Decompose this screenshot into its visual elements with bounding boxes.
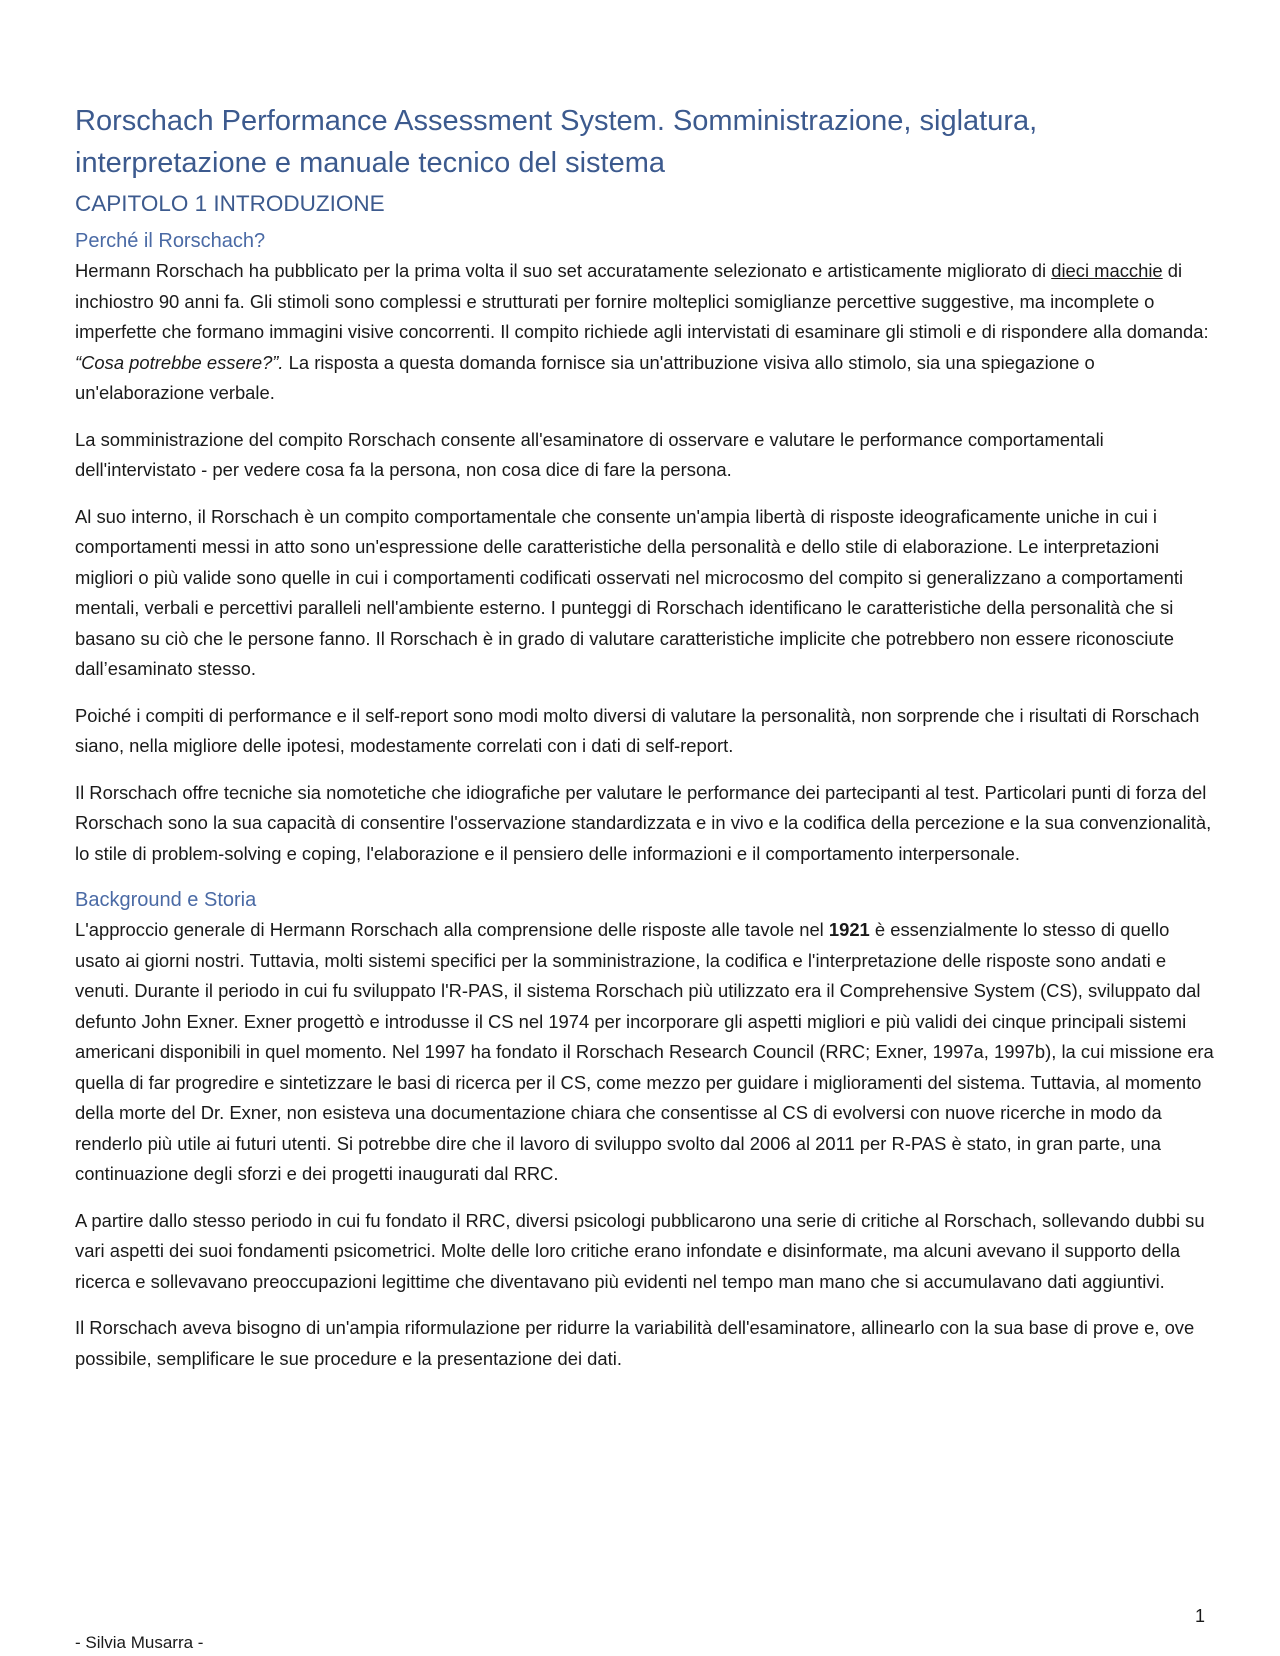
footer-author: - Silvia Musarra - [75, 1633, 204, 1652]
paragraph: Hermann Rorschach ha pubblicato per la prima volta il suo set accuratamente selezionato e artisticamente migliorato di dieci macchie di inchiostro 90 anni fa. Gli stimoli sono complessi e strutturati per fornire molteplici somiglianze percettive suggestive, ma incomplete o imperfette che formano immagini visive concorrenti. Il compito richiede agli intervistati di esaminare gli stimoli e di rispondere alla domanda: “Cosa potrebbe essere?”. La risposta a questa domanda fornisce sia un'attribuzione visiva allo stimolo, sia una spiegazione o un'elaborazione verbale. [75, 260, 1209, 403]
document-page [75, 100, 1215, 1390]
document-title: Rorschach Performance Assessment System. Somministrazione, siglatura, interpretazione e manuale tecnico del sistema [75, 105, 1038, 179]
page-number: 1 [1194, 1606, 1205, 1626]
paragraph: A partire dallo stesso periodo in cui fu fondato il RRC, diversi psicologi pubblicarono una serie di critiche al Rorschach, sollevando dubbi su vari aspetti dei suoi fondamenti psicometrici. Molte delle loro critiche erano infondate e disinformate, ma alcuni avevano il supporto della ricerca e sollevavano preoccupazioni legittime che diventavano più evidenti nel tempo man mano che si accumulavano dati aggiuntivi. [75, 1209, 1205, 1292]
chapter-heading: CAPITOLO 1 INTRODUZIONE [75, 191, 385, 216]
paragraph: L'approccio generale di Hermann Rorschach alla comprensione delle risposte alle tavole nel 1921 è essenzialmente lo stesso di quello usato ai giorni nostri. Tuttavia, molti sistemi specifici per la somministrazione, la codifica e l'interpretazione delle risposte sono andati e venuti. Durante il periodo in cui fu sviluppato l'R-PAS, il sistema Rorschach più utilizzato era il Comprehensive System (CS), sviluppato dal defunto John Exner. Exner progettò e introdusse il CS nel 1974 per incorporare gli aspetti migliori e più validi dei cinque principali sistemi americani disponibili in quel momento. Nel 1997 ha fondato il Rorschach Research Council (RRC; Exner, 1997a, 1997b), la cui missione era quella di far progredire e sintetizzare le basi di ricerca per il CS, come mezzo per guidare i miglioramenti del sistema. Tuttavia, al momento della morte del Dr. Exner, non esisteva una documentazione chiara che consentisse al CS di evolversi con nuove ricerche in modo da renderlo più utile ai futuri utenti. Si potrebbe dire che il lavoro di sviluppo svolto dal 2006 al 2011 per R-PAS è stato, in gran parte, una continuazione degli sforzi e dei progetti inaugurati dal RRC. [75, 919, 1214, 1184]
section-heading-why-rorschach: Perché il Rorschach? [75, 230, 266, 252]
italic-quote: “Cosa potrebbe essere?”. [75, 351, 284, 373]
paragraph: La somministrazione del compito Rorschach consente all'esaminatore di osservare e valutare le performance comportamentali dell'intervistato - per vedere cosa fa la persona, non cosa dice di fare la persona. [75, 428, 1104, 480]
paragraph: Poiché i compiti di performance e il self-report sono modi molto diversi di valutare la personalità, non sorprende che i risultati di Rorschach siano, nella migliore delle ipotesi, modestamente correlati con i dati di self-report. [75, 704, 1200, 756]
underlined-phrase: dieci macchie [1051, 260, 1163, 281]
section-heading-background: Background e Storia [75, 889, 257, 911]
paragraph: Il Rorschach aveva bisogno di un'ampia riformulazione per ridurre la variabilità dell'esaminatore, allinearlo con la sua base di prove e, ove possibile, semplificare le sue procedure e la presentazione dei dati. [75, 1317, 1195, 1369]
bold-year: 1921 [828, 919, 870, 940]
paragraph: Al suo interno, il Rorschach è un compito comportamentale che consente un'ampia libertà di risposte ideograficamente uniche in cui i comportamenti messi in atto sono un'espressione delle caratteristiche della personalità e dello stile di elaborazione. Le interpretazioni migliori o più valide sono quelle in cui i comportamenti codificati osservati nel microcosmo del compito si generalizzano a comportamenti mentali, verbali e percettivi paralleli nell'ambiente esterno. I punteggi di Rorschach identificano le caratteristiche della personalità che si basano su ciò che le persone fanno. Il Rorschach è in grado di valutare caratteristiche implicite che potrebbero non essere riconosciute dall’esaminato stesso. [75, 505, 1184, 679]
paragraph: Il Rorschach offre tecniche sia nomotetiche che idiografiche per valutare le performance dei partecipanti al test. Particolari punti di forza del Rorschach sono la sua capacità di consentire l'osservazione standardizzata e in vivo e la codifica della percezione e la sua convenzionalità, lo stile di problem-solving e coping, l'elaborazione e il pensiero delle informazioni e il comportamento interpersonale. [75, 781, 1212, 864]
